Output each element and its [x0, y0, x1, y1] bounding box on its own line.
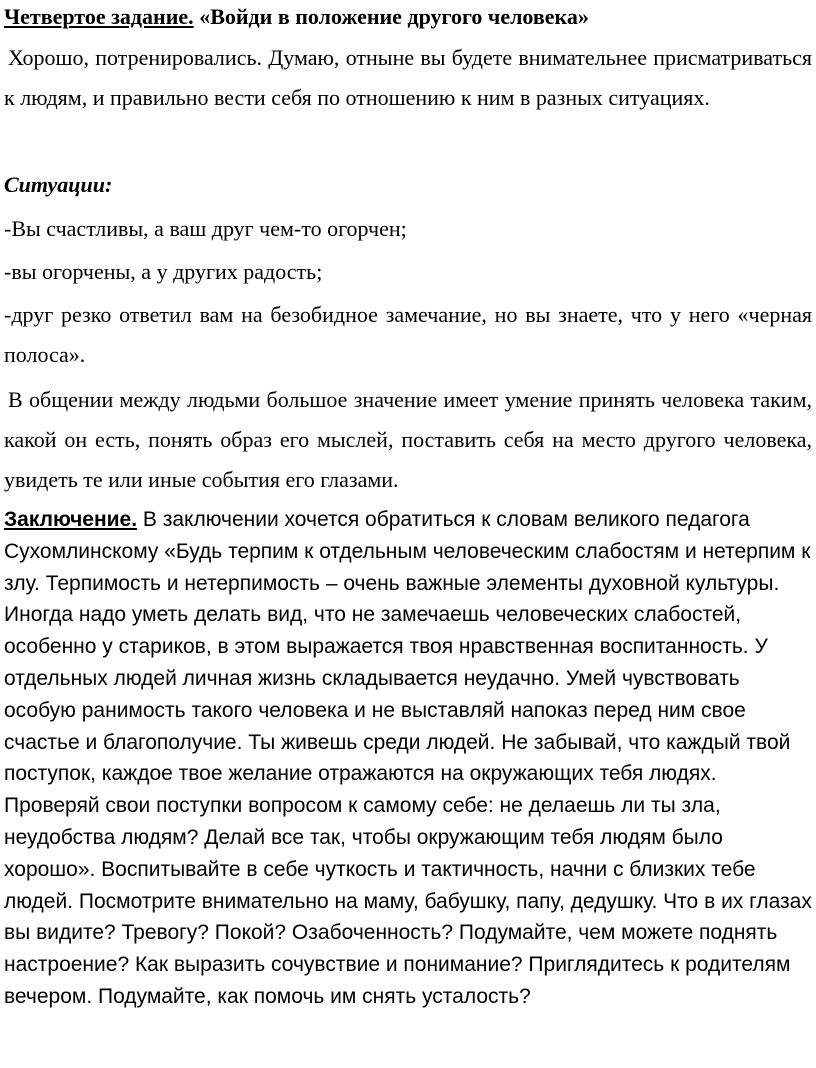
situation-item: -Вы счастливы, а ваш друг чем-то огорчен;: [4, 216, 407, 241]
situation-item: -друг резко ответил вам на безобидное замечание, но вы знаете, что у него «черная полоса».: [4, 302, 812, 367]
intro-paragraph: Хорошо, потренировались. Думаю, отныне вы будете внимательнее присматриваться к людям, и правильно вести себя по отношению к ним в разных ситуациях.: [4, 45, 812, 110]
situation-item: -вы огорчены, а у других радость;: [4, 259, 323, 284]
task-title: «Войди в положение другого человека»: [199, 4, 589, 29]
task-label: Четвертое задание.: [4, 4, 194, 29]
conclusion-label: Заключение.: [4, 508, 138, 531]
conclusion-text: В заключении хочется обратиться к словам великого педагога Сухомлинскому «Будь терпим к отдельным человеческим слабостям и нетерпим к злу. Терпимость и нетерпимость – очень важные элементы духовной культуры. Иногда надо уметь делать вид, что не замечаешь человеческих слабостей, особенно у стариков, в этом выражается твоя нравственная воспитанность. У отдельных людей личная жизнь складывается неудачно. Умей чувствовать особую ранимость такого человека и не выставляй напоказ перед ним свое счастье и благополучие. Ты живешь среди людей. Не забывай, что каждый твой поступок, каждое твое желание отражаются на окружающих тебя людях. Проверяй свои поступки вопросом к самому себе: не делаешь ли ты зла, неудобства людям? Делай все так, чтобы окружающим тебя людям было хорошо». Воспитывайте в себе чуткость и тактичность, начни с близких тебе людей. Посмотрите внимательно на маму, бабушку, папу, дедушку. Что в их глазах вы видите? Тревогу? Покой? Озабоченность? Подумайте, чем можете поднять настроение? Как выразить сочувствие и понимание? Приглядитесь к родителям вечером. Подумайте, как помочь им снять усталость?: [4, 508, 812, 1008]
situations-label: Ситуации:: [4, 172, 113, 197]
conclusion-paragraph: [4, 504, 814, 1013]
task-heading: [4, 2, 814, 32]
communication-paragraph: В общении между людьми большое значение имеет умение принять человека таким, какой он есть, понять образ его мыслей, поставить себя на место другого человека, увидеть те или иные события его глазами.: [4, 387, 812, 492]
